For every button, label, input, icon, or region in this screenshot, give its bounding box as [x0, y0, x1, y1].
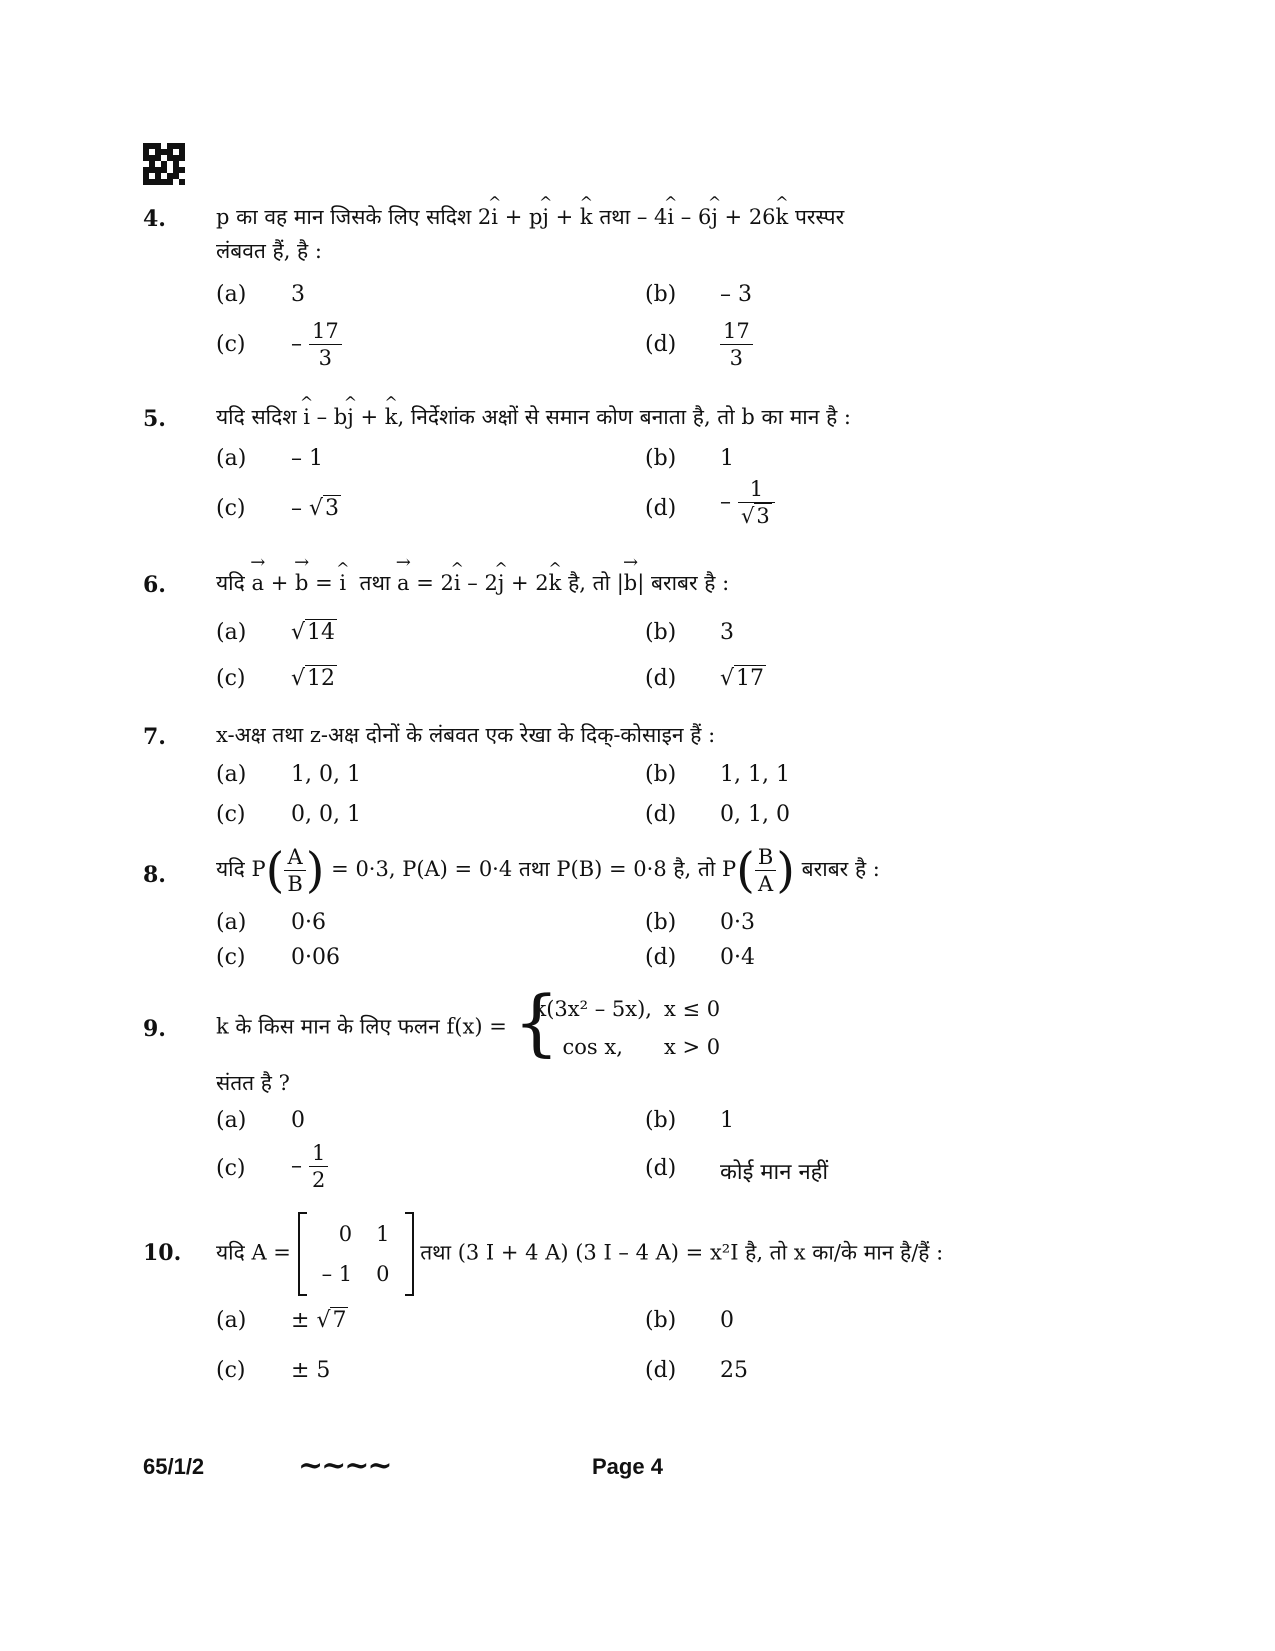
square-root: √14 — [291, 620, 336, 645]
square-root: √17 — [720, 666, 765, 691]
paper-code: 65/1/2 — [143, 1454, 205, 1479]
question-number: 9. — [143, 1016, 166, 1042]
piecewise-function: { k(3x² – 5x), x ≤ 0 cos x, x > 0 — [513, 980, 721, 1064]
fraction: $\frac{A}{B}$ — [284, 844, 305, 897]
question-text: x-अक्ष तथा z-अक्ष दोनों के लंबवत एक रेखा के दिक्-कोसाइन हैं : — [216, 723, 716, 747]
question-number: 6. — [143, 572, 166, 598]
question-number: 8. — [143, 862, 166, 888]
square-root: √12 — [291, 666, 336, 691]
page-number: Page 4 — [592, 1454, 663, 1479]
square-root: √7 — [316, 1308, 347, 1333]
question-text: यदि सदिश ^ i – b^ j + ^ k, निर्देशांक अक्षों से समान कोण बनाता है, तो b का मान है : — [216, 400, 1046, 434]
matrix: 0 1 – 1 0 — [298, 1212, 414, 1296]
question-number: 10. — [143, 1240, 182, 1266]
qr-code-icon — [143, 143, 185, 185]
wave-decoration: ~~~~ — [298, 1448, 391, 1483]
question-text: यदि A = 0 1 – 1 0 तथा (3 I + 4 A) (3 I – 4 A) = x²I है, तो x का/के मान है/हैं : — [216, 1212, 1036, 1296]
question-text-continued: संतत है ? — [216, 1071, 290, 1095]
fraction: $\frac{17}{3}$ — [720, 318, 753, 371]
question-number: 4. — [143, 206, 166, 232]
question-text: k के किस मान के लिए फलन f(x) = { k(3x² – 5x), x ≤ 0 cos x, x > 0 — [216, 990, 1046, 1066]
fraction: $\frac{1}{2}$ — [309, 1140, 328, 1193]
question-text: यदि → a + → b = ^ i तथा → a = 2^ i – 2^ j + 2^ k है, तो |→ b| बराबर है : — [216, 566, 1046, 600]
fraction: $\frac{17}{3}$ — [309, 318, 342, 371]
question-text: p का वह मान जिसके लिए सदिश 2^ i + p^ j + ^ k तथा – 4^ i – 6^ j + 26^ k परस्पर लंबवत हैं, है : — [216, 200, 1046, 268]
fraction: $\frac{1}{√3}$ — [738, 476, 775, 529]
square-root: √3 — [309, 496, 340, 521]
question-number: 5. — [143, 406, 166, 432]
question-number: 7. — [143, 724, 166, 750]
exam-page: 4. p का वह मान जिसके लिए सदिश 2^ i + p^ j + ^ k तथा – 4^ i – 6^ j + 26^ k परस्पर लंबवत हैं, है : (a) 3 (b) – 3 (c) – $\frac{17}{3}$ (d) $\frac{17}{3}$ 5. यदि सदिश ^ i – b^ j + ^ k, निर्देशांक अक्षों से समान कोण बनाता है, तो b का मान है : (a) – 1 (b) 1 (c) – √3 (d) – $\frac{1}{√3}$ 6. यदि → a + → b = ^ i तथा → a = 2^ i – 2^ j + 2^ k है, तो |→ b| बराबर है : (a) √14 (b) 3 (c) √12 (d) √17 7. x-अक्ष तथा z-अक्ष दोनों के लंबवत एक रेखा के दिक्-कोसाइन हैं : (a) 1, 0, 1 (b) 1, 1, 1 (c) 0, 0, 1 (d) 0, 1, 0 8. यदि P( $\frac{A}{B}$ ) = 0·3, P(A) = 0·4 तथा P(B) = 0·8 है, तो P( $\frac{B}{A}$ ) बराबर है : (a) 0·6 (b) 0·3 (c) 0·06 (d) 0·4 9. k के किस मान के लिए फलन f(x) = { k(3x² – 5x), x ≤ 0 cos x, x > 0 संतत है ? (a) 0 (b) 1 (c) – $\frac{1}{2}$ (d) कोई मान नहीं 10. यदि A = 0 1 – 1 0 तथा (3 I + 4 A) (3 I – 4 A) = x²I है, तो x का/के मान है/हैं : (a) ± √7 (b) 0 (c) ± 5 (d) 25 65/1/2 ~~~~ Page 4 — [0, 0, 1275, 1651]
question-text: यदि P( $\frac{A}{B}$ ) = 0·3, P(A) = 0·4 तथा P(B) = 0·8 है, तो P( $\frac{B}{A}$ ) बराबर है : — [216, 842, 880, 899]
fraction: $\frac{B}{A}$ — [755, 844, 776, 897]
